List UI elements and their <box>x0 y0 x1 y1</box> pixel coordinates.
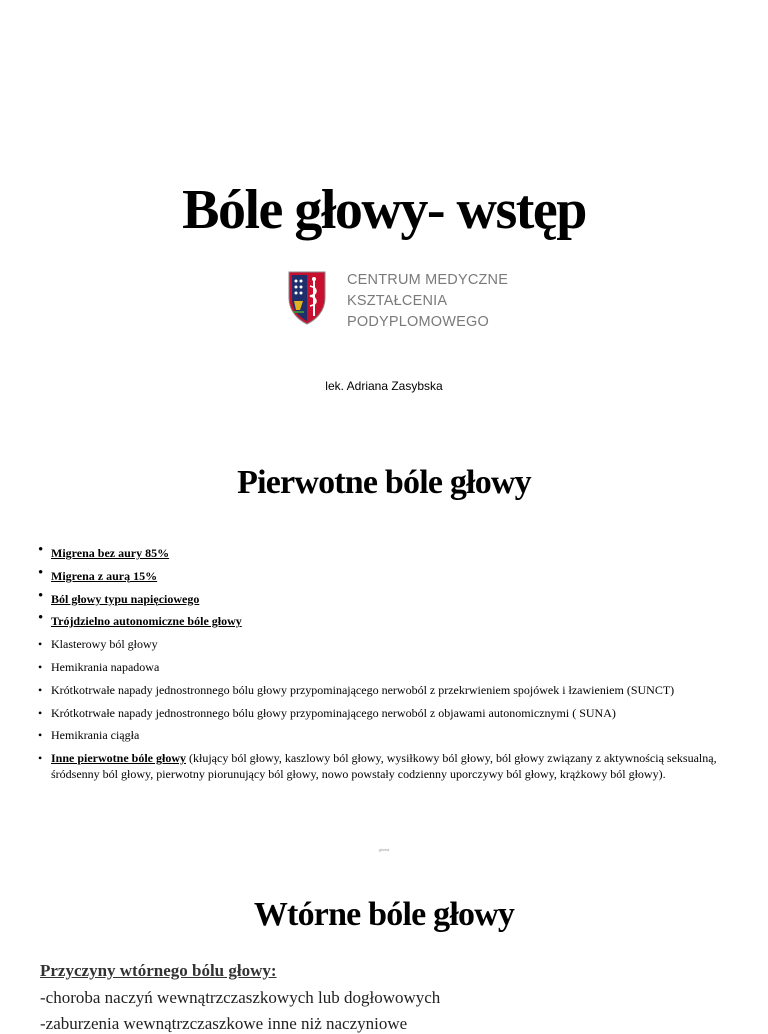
bullet-icon: • <box>38 637 43 652</box>
logo-text <box>347 270 508 333</box>
causes-heading: Przyczyny wtórnego bólu głowy: <box>40 961 277 980</box>
list-item-text: (kłujący ból głowy, kaszlowy ból głowy, wysiłkowy ból głowy, ból głowy związany z aktywnością seksualną, śródsenny ból głowy, pierwotny piorunujący ból głowy, nowo powstały codzienny uporczywy ból głowy, krążkowy ból głowy). <box>51 751 717 782</box>
shield-emblem-icon <box>287 270 327 326</box>
logo-line-1: CENTRUM MEDYCZNE <box>347 272 509 288</box>
cause-item: -zaburzenia wewnątrzczaszkowe inne niż naczyniowe <box>40 1014 408 1033</box>
cmkp-logo <box>287 270 508 333</box>
primary-headache-list <box>38 542 738 789</box>
bullet-icon: • <box>38 659 43 674</box>
list-item <box>38 587 738 607</box>
page-title: Bóle głowy- wstęp <box>182 179 586 241</box>
bullet-icon: • <box>38 587 44 604</box>
author-name: lek. Adriana Zasybska <box>325 379 443 393</box>
list-item <box>38 659 738 675</box>
bullet-icon: • <box>38 542 44 558</box>
bullet-icon: • <box>38 564 44 581</box>
list-item <box>38 542 738 561</box>
cause-item: -choroba naczyń wewnątrzczaszkowych lub dogłowowych <box>40 988 441 1007</box>
list-item <box>38 564 738 584</box>
list-item <box>38 682 738 698</box>
list-item-text: Klasterowy ból głowy <box>51 637 158 652</box>
bullet-icon: • <box>38 705 43 720</box>
logo-line-2: KSZTAŁCENIA <box>347 293 448 309</box>
section-title-secondary: Wtórne bóle głowy <box>253 896 515 933</box>
list-item-bold: Inne pierwotne bóle głowy <box>51 751 186 766</box>
list-item-bold: Trójdzielno autonomiczne bóle głowy <box>51 614 242 629</box>
list-item-text: Hemikrania napadowa <box>51 659 160 674</box>
bullet-icon: • <box>38 610 44 627</box>
list-item <box>38 636 738 652</box>
list-item-text: Krótkotrwałe napady jednostronnego bólu głowy przypominającego nerwoból z objawami autonomicznymi ( SUNA) <box>51 705 616 720</box>
list-item-text: Hemikrania ciągła <box>51 728 140 743</box>
bullet-icon: • <box>38 728 43 743</box>
list-item <box>38 750 738 782</box>
list-item-bold: Ból głowy typu napięciowego <box>51 591 200 606</box>
list-item-text: Krótkotrwałe napady jednostronnego bólu głowy przypominającego nerwoból z przekrwieniem spojówek i łzawieniem (SUNCT) <box>51 682 675 697</box>
logo-line-3: PODYPLOMOWEGO <box>347 314 489 330</box>
list-item <box>38 705 738 721</box>
bullet-icon: • <box>38 682 43 697</box>
list-item <box>38 727 738 743</box>
section-title-primary: Pierwotne bóle głowy <box>237 464 531 501</box>
list-item-bold: Migrena bez aury 85% <box>51 546 170 560</box>
bullet-icon: • <box>38 751 43 766</box>
slide-footnote: glowa <box>378 847 390 852</box>
list-item-bold: Migrena z aurą 15% <box>51 568 158 583</box>
list-item <box>38 610 738 629</box>
